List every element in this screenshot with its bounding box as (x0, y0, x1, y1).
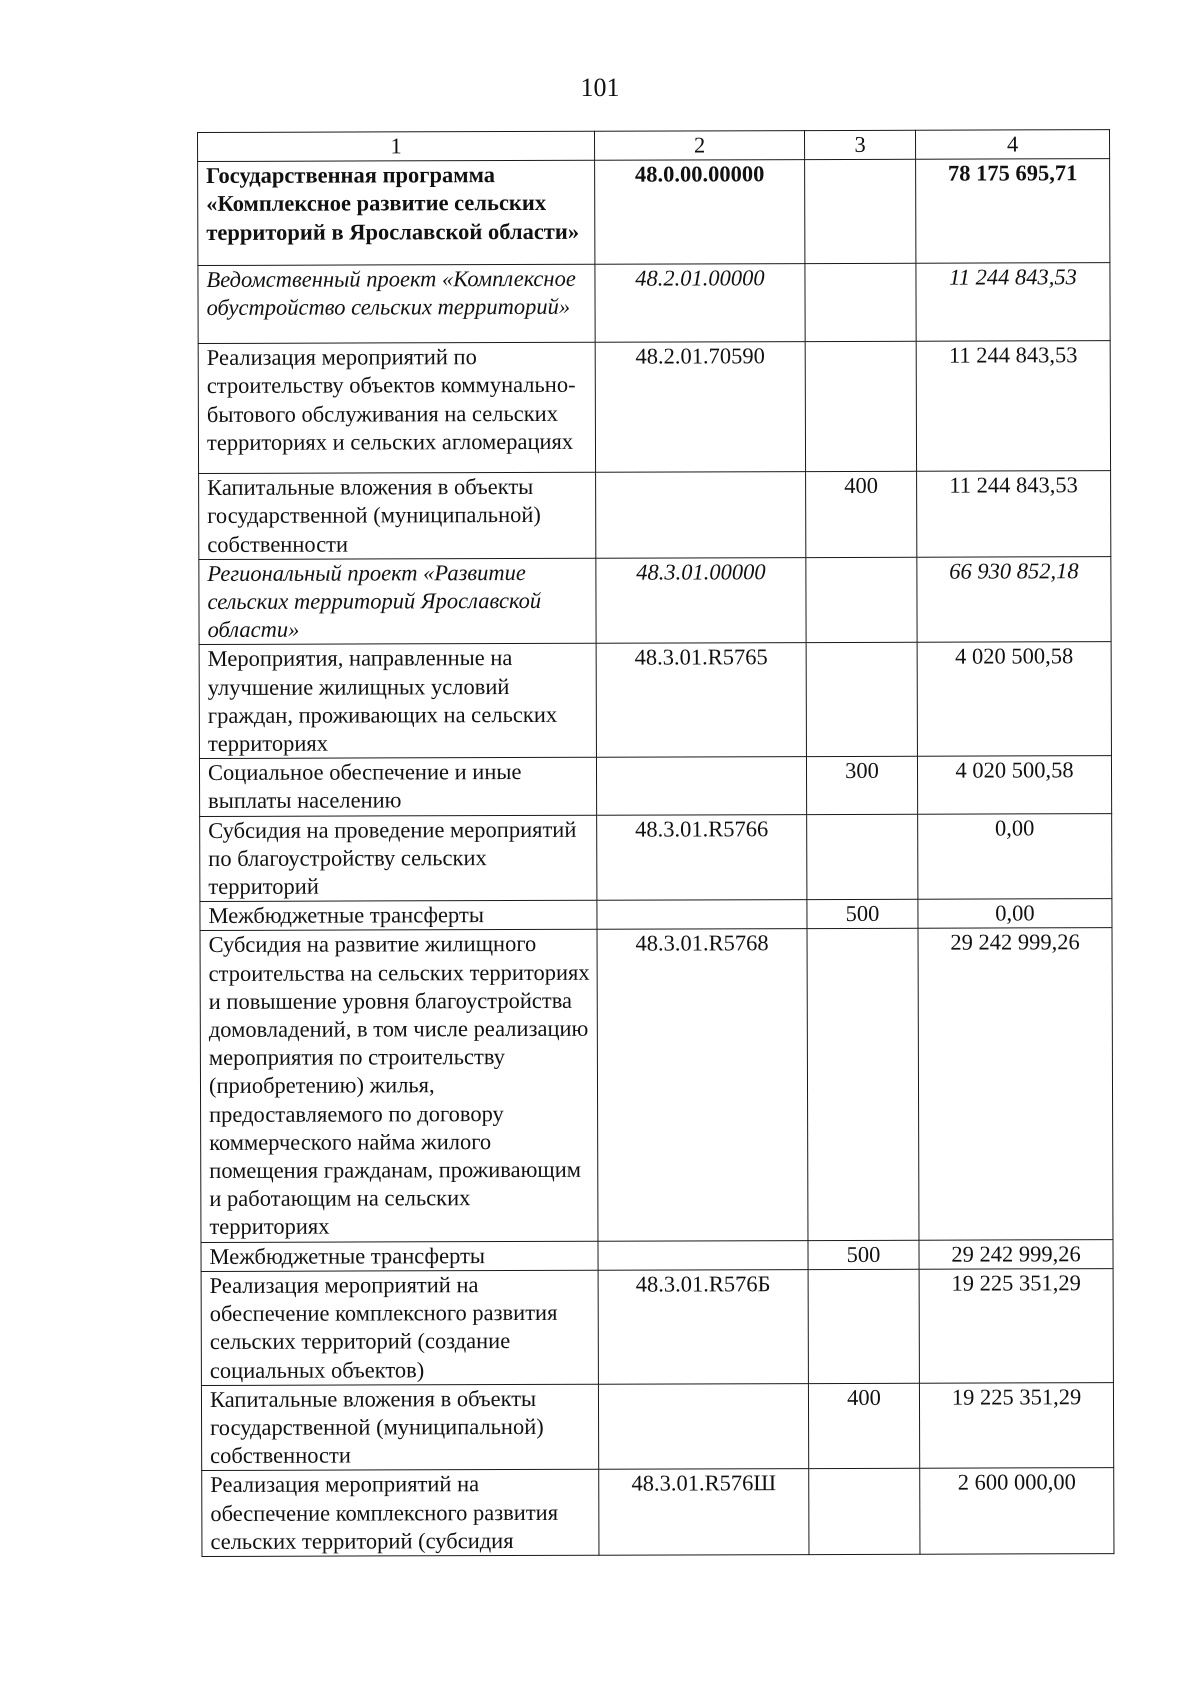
row-code: 48.0.00.00000 (595, 160, 805, 265)
row-code: 48.2.01.70590 (595, 342, 805, 473)
row-type (805, 341, 916, 471)
table-row (202, 1468, 1114, 1556)
row-type (807, 814, 918, 900)
row-code: 48.2.01.00000 (595, 264, 805, 343)
row-type (807, 929, 919, 1241)
row-name: Межбюджетные трансферты (201, 1241, 598, 1271)
row-type (809, 1469, 920, 1555)
row-code: 48.3.01.R5768 (597, 929, 808, 1241)
row-code (596, 472, 806, 558)
row-sum: 78 175 695,71 (916, 159, 1110, 264)
table-row (198, 263, 1110, 344)
table-row (201, 1382, 1113, 1470)
row-sum: 66 930 852,18 (917, 556, 1111, 642)
row-code (598, 1383, 808, 1469)
table-row (199, 756, 1111, 816)
row-sum: 4 020 500,58 (917, 756, 1111, 814)
table-body (198, 159, 1114, 1557)
row-sum: 11 244 843,53 (916, 341, 1110, 472)
row-name: Социальное обеспечение и иные выплаты населению (199, 757, 596, 816)
table-row (200, 813, 1112, 901)
budget-table (197, 129, 1114, 1557)
row-type (808, 1269, 919, 1383)
row-name: Региональный проект «Развитие сельских территорий Ярославской области» (199, 558, 596, 645)
row-name: Государственная программа «Комплексное развитие сельских территорий в Ярославской области» (198, 160, 595, 265)
header-col-3: 3 (804, 130, 915, 160)
row-name: Ведомственный проект «Комплексное обустройство сельских территорий» (198, 264, 595, 343)
row-type: 400 (808, 1383, 919, 1469)
row-name: Реализация мероприятий по строительству объектов коммунально-бытового обслуживания на сельских территориях и сельских агломерациях (198, 342, 595, 473)
row-type: 500 (807, 899, 918, 929)
row-name: Субсидия на развитие жилищного строительства на сельских территориях и повышение уровня благоустройства домовладений, в том числе реализацию мероприятия по строительству (приобретению) жилья, предоставляемого по договору коммерческого найма жилого помещения гражданам, проживающим и работающим на сельских территориях (200, 930, 598, 1242)
row-type: 500 (808, 1240, 919, 1270)
row-type (805, 263, 916, 341)
row-sum: 29 242 999,26 (918, 928, 1113, 1240)
row-code (597, 900, 807, 930)
row-sum: 0,00 (918, 899, 1112, 929)
row-code: 48.3.01.R5765 (596, 643, 806, 757)
header-col-2: 2 (594, 131, 804, 161)
row-sum: 19 225 351,29 (919, 1382, 1113, 1468)
header-col-1: 1 (198, 131, 595, 161)
row-sum: 2 600 000,00 (920, 1468, 1114, 1554)
table-row (201, 1269, 1113, 1386)
row-code: 48.3.01.R576Ш (599, 1469, 809, 1555)
row-type (806, 557, 917, 643)
page-number: 101 (580, 73, 620, 102)
row-code (596, 757, 806, 815)
row-sum: 11 244 843,53 (916, 263, 1110, 342)
row-type (806, 643, 917, 757)
header-row (198, 130, 1110, 162)
row-sum: 11 244 843,53 (917, 471, 1111, 557)
table-row (199, 471, 1111, 559)
row-name: Межбюджетные трансферты (200, 900, 597, 930)
row-name: Капитальные вложения в объекты государственной (муниципальной) собственности (201, 1384, 598, 1471)
row-code: 48.3.01.R5766 (597, 814, 807, 900)
row-code: 48.3.01.00000 (596, 557, 806, 643)
table-row (199, 556, 1111, 644)
row-name: Субсидия на проведение мероприятий по благоустройству сельских территорий (200, 815, 597, 902)
table-row (201, 1239, 1113, 1271)
row-sum: 0,00 (918, 813, 1112, 899)
header-col-4: 4 (915, 130, 1109, 160)
table-row (200, 899, 1112, 931)
table-row (200, 928, 1113, 1242)
row-name: Реализация мероприятий на обеспечение комплексного развития сельских территорий (субсидия (202, 1470, 599, 1557)
row-sum: 19 225 351,29 (919, 1269, 1113, 1383)
table-row (198, 341, 1110, 474)
row-sum: 4 020 500,58 (917, 642, 1111, 756)
row-name: Капитальные вложения в объекты государственной (муниципальной) собственности (199, 472, 596, 559)
table-row (198, 159, 1110, 266)
row-name: Реализация мероприятий на обеспечение комплексного развития сельских территорий (создание социальных объектов) (201, 1270, 598, 1385)
table-row (199, 642, 1111, 759)
row-type: 300 (806, 756, 917, 814)
row-code: 48.3.01.R576Б (598, 1269, 808, 1383)
row-type (805, 159, 916, 263)
row-name: Мероприятия, направленные на улучшение жилищных условий граждан, проживающих на сельских территориях (199, 644, 596, 759)
row-code (598, 1240, 808, 1270)
row-type: 400 (806, 471, 917, 557)
row-sum: 29 242 999,26 (919, 1239, 1113, 1269)
